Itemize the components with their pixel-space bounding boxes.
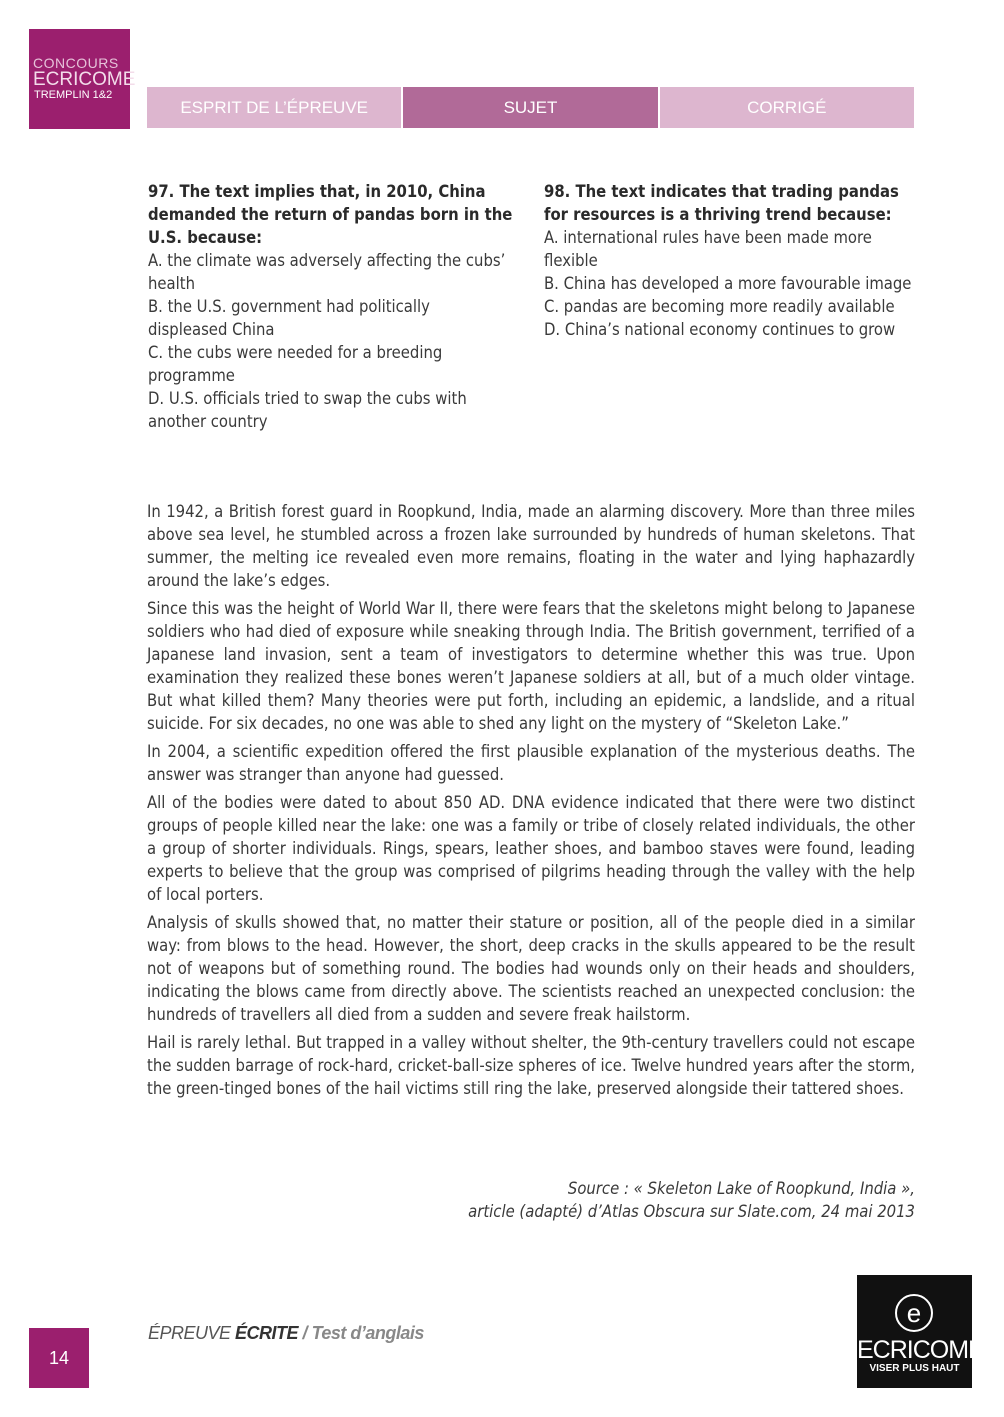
logo-tremplin-text: TREMPLIN 1&2	[34, 89, 113, 101]
question-97	[148, 180, 513, 433]
question-option: C. the cubs were needed for a breeding programme	[148, 343, 443, 385]
logo-concours-text: CONCOURS	[33, 55, 119, 71]
footer-title-epreuve: ÉPREUVE	[148, 1323, 236, 1343]
ecricome-e-icon: e	[895, 1294, 933, 1332]
article-text	[147, 500, 915, 1105]
question-option: A. international rules have been made more flexible	[544, 228, 872, 270]
article-paragraph: Hail is rarely lethal. But trapped in a valley without shelter, the 9th-century travellers could not escape the sudden barrage of rock-hard, cricket-ball-size spheres of ice. Twelve hundred years after the storm, the green-tinged bones of the hail victims still ring the lake, preserved alongside their tattered shoes.	[147, 1033, 915, 1098]
footer-title	[148, 1323, 424, 1344]
footer-title-separator: /	[298, 1323, 312, 1343]
source-line-1: Source : « Skeleton Lake of Roopkund, India »,	[567, 1179, 915, 1198]
question-option: B. the U.S. government had politically displeased China	[148, 297, 430, 339]
footer-title-test: Test d’anglais	[311, 1323, 424, 1343]
source-line-2: article (adapté) d’Atlas Obscura sur Slate.com, 24 mai 2013	[468, 1202, 915, 1221]
concours-logo	[29, 29, 136, 129]
tab-esprit-epreuve[interactable]: ESPRIT DE L’ÉPREUVE	[147, 87, 401, 128]
question-option: A. the climate was adversely affecting the cubs’ health	[148, 251, 506, 293]
tab-sujet[interactable]: SUJET	[403, 87, 657, 128]
question-title: 98. The text indicates that trading pandas for resources is a thriving trend because:	[544, 182, 899, 224]
article-source	[147, 1177, 915, 1223]
brand-tagline: VISER PLUS HAUT	[869, 1363, 960, 1374]
article-paragraph: Analysis of skulls showed that, no matter their stature or position, all of the people died in a similar way: from blows to the head. However, the short, deep cracks in the skulls appeared to be the result not of weapons but of something round. The bodies had wounds only on their heads and shoulders, indicating the blows came from directly above. The scientists reached an unexpected conclusion: the hundreds of travellers all died from a sudden and severe freak hailstorm.	[147, 913, 915, 1024]
ecricome-brand-logo	[857, 1275, 984, 1388]
question-98	[544, 180, 919, 341]
question-option: D. U.S. officials tried to swap the cubs with another country	[148, 389, 467, 431]
footer-title-ecrite: ÉCRITE	[235, 1323, 299, 1343]
section-tabs	[147, 87, 914, 128]
article-paragraph: Since this was the height of World War II, there were fears that the skeletons might belong to Japanese soldiers who had died of exposure while sneaking through India. The British government, terrified of a Japanese land invasion, sent a team of investigators to determine whether this was true. Upon examination they realized these bones weren’t Japanese soldiers at all, but of a much older vintage. But what killed them? Many theories were put forth, including an epidemic, a landslide, and a ritual suicide. For six decades, no one was able to shed any light on the mystery of “Skeleton Lake.”	[147, 599, 915, 733]
article-paragraph: In 2004, a scientific expedition offered the first plausible explanation of the mysterious deaths. The answer was stranger than anyone had guessed.	[147, 742, 915, 784]
question-title: 97. The text implies that, in 2010, China demanded the return of pandas born in the U.S. because:	[148, 182, 513, 247]
tab-corrige[interactable]: CORRIGÉ	[660, 87, 914, 128]
question-option: C. pandas are becoming more readily available	[544, 297, 895, 316]
article-paragraph: All of the bodies were dated to about 850 AD. DNA evidence indicated that there were two distinct groups of people killed near the lake: one was a family or tribe of closely related individuals, the other a group of shorter individuals. Rings, spears, leather shoes, and bamboo staves were found, leading experts to believe that the group was comprised of pilgrims heading through the valley with the help of local porters.	[147, 793, 915, 904]
logo-ecricome-text: ECRICOME	[33, 69, 136, 90]
page-number: 14	[29, 1328, 89, 1388]
brand-name: ECRICOME	[857, 1336, 984, 1364]
question-option: D. China’s national economy continues to grow	[544, 320, 896, 339]
article-paragraph: In 1942, a British forest guard in Roopkund, India, made an alarming discovery. More than three miles above sea level, he stumbled across a frozen lake surrounded by hundreds of human skeletons. That summer, the melting ice revealed even more remains, floating in the water and lying haphazardly around the lake’s edges.	[147, 502, 915, 590]
question-option: B. China has developed a more favourable image	[544, 274, 912, 293]
